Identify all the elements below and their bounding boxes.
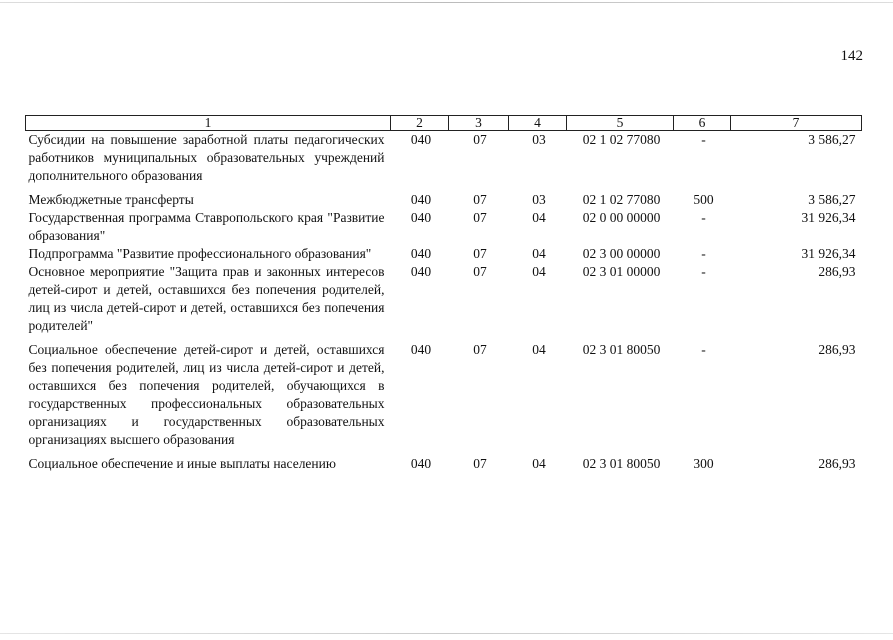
header-col-5: 5 xyxy=(567,116,674,131)
row-code-6: - xyxy=(701,210,706,225)
table-row xyxy=(26,245,862,263)
row-code-2: 040 xyxy=(410,342,432,357)
row-code-6: - xyxy=(701,132,706,147)
row-code-2: 040 xyxy=(410,246,432,261)
row-code-6: - xyxy=(701,246,706,261)
row-code-6: - xyxy=(701,264,706,279)
header-col-7: 7 xyxy=(731,116,862,131)
row-code-2: 040 xyxy=(410,456,432,471)
row-amount: 286,93 xyxy=(818,456,856,471)
row-name: Субсидии на повышение заработной платы педагогических работников муниципальных образовательных учреждений дополнительного образования xyxy=(28,132,385,183)
header-col-1: 1 xyxy=(26,116,391,131)
row-code-3: 07 xyxy=(473,210,487,225)
row-code-6: 300 xyxy=(693,456,714,471)
header-col-2: 2 xyxy=(391,116,449,131)
header-col-4: 4 xyxy=(509,116,567,131)
row-code-6: - xyxy=(701,342,706,357)
row-code-4: 03 xyxy=(532,192,546,207)
scan-edge-top xyxy=(0,2,893,3)
row-code-6: 500 xyxy=(693,192,714,207)
row-code-4: 04 xyxy=(532,456,546,471)
row-code-2: 040 xyxy=(410,264,432,279)
table-row xyxy=(26,341,862,449)
row-amount: 31 926,34 xyxy=(801,246,856,261)
table-row xyxy=(26,455,862,473)
table-row xyxy=(26,263,862,335)
scan-edge-bottom xyxy=(0,633,893,634)
row-code-5: 02 3 01 80050 xyxy=(582,456,661,471)
header-row xyxy=(26,116,862,131)
table-row xyxy=(26,191,862,209)
row-name: Государственная программа Ставропольского края "Развитие образования" xyxy=(28,210,385,243)
row-code-2: 040 xyxy=(410,192,432,207)
budget-table xyxy=(25,115,862,473)
row-code-5: 02 0 00 00000 xyxy=(582,210,661,225)
row-code-4: 04 xyxy=(532,264,546,279)
row-code-5: 02 1 02 77080 xyxy=(582,192,661,207)
row-code-3: 07 xyxy=(473,456,487,471)
row-amount: 286,93 xyxy=(818,264,856,279)
page-number: 142 xyxy=(840,48,863,64)
row-code-5: 02 1 02 77080 xyxy=(582,132,661,147)
row-code-3: 07 xyxy=(473,132,487,147)
row-code-4: 03 xyxy=(532,132,546,147)
row-code-2: 040 xyxy=(410,210,432,225)
row-name: Социальное обеспечение детей-сирот и детей, оставшихся без попечения родителей, лиц из числа детей-сирот и детей, оставшихся без попечения родителей, обучающихся в государственных профессиональных образовательных организациях и государственных образовательных организациях высшего образования xyxy=(28,342,385,447)
row-name: Подпрограмма "Развитие профессионального образования" xyxy=(28,246,372,261)
row-name: Социальное обеспечение и иные выплаты населению xyxy=(28,456,336,471)
row-amount: 3 586,27 xyxy=(808,132,856,147)
row-name: Межбюджетные трансферты xyxy=(28,192,194,207)
row-code-3: 07 xyxy=(473,264,487,279)
header-col-3: 3 xyxy=(449,116,509,131)
row-code-3: 07 xyxy=(473,192,487,207)
row-name: Основное мероприятие "Защита прав и законных интересов детей-сирот и детей, оставшихся без попечения родителей, лиц из числа детей-сирот и детей, оставшихся без попечения родителей" xyxy=(28,264,385,333)
row-code-3: 07 xyxy=(473,246,487,261)
row-code-4: 04 xyxy=(532,246,546,261)
row-code-4: 04 xyxy=(532,210,546,225)
header-col-6: 6 xyxy=(674,116,731,131)
row-amount: 286,93 xyxy=(818,342,856,357)
row-code-5: 02 3 00 00000 xyxy=(582,246,661,261)
row-code-3: 07 xyxy=(473,342,487,357)
table-row xyxy=(26,131,862,186)
row-code-5: 02 3 01 00000 xyxy=(582,264,661,279)
row-amount: 3 586,27 xyxy=(808,192,856,207)
table-row xyxy=(26,209,862,245)
row-code-4: 04 xyxy=(532,342,546,357)
row-code-5: 02 3 01 80050 xyxy=(582,342,661,357)
row-code-2: 040 xyxy=(410,132,432,147)
row-amount: 31 926,34 xyxy=(801,210,856,225)
